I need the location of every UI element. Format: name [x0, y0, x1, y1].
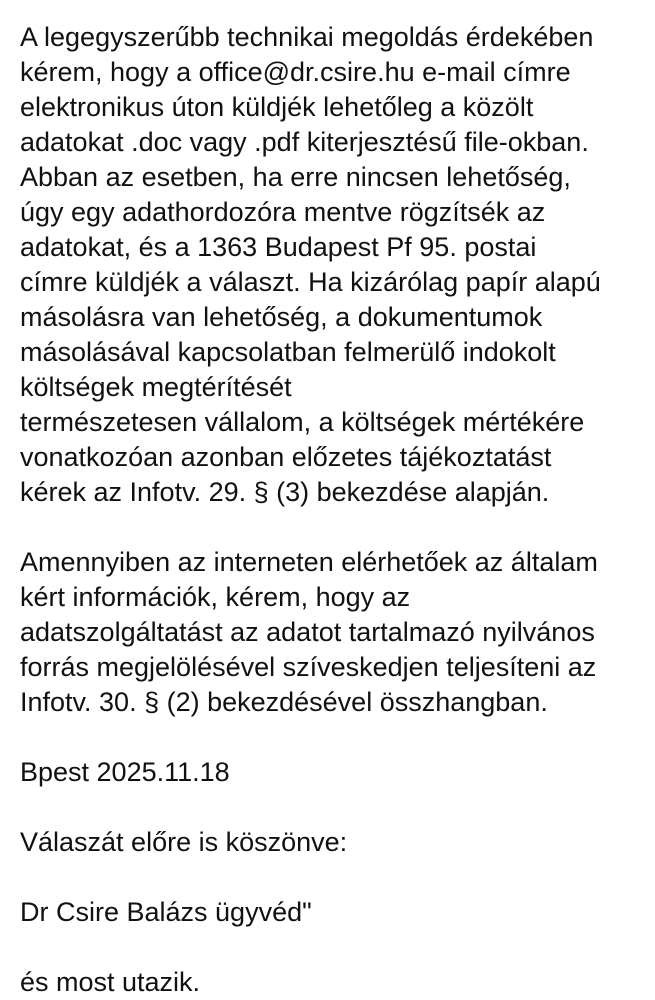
text-line: adatokat .doc vagy .pdf kiterjesztésű file-okban.: [20, 127, 589, 157]
signature-line: [20, 895, 650, 930]
document-text: [20, 20, 650, 1000]
date-text: Bpest 2025.11.18: [20, 757, 230, 787]
text-line: Amennyiben az interneten elérhetőek az általam: [20, 547, 598, 577]
paragraph-spacer: [20, 720, 650, 755]
text-line: kért információk, kérem, hogy az: [20, 582, 411, 612]
text-line: adatszolgáltatást az adatot tartalmazó nyilvános: [20, 617, 595, 647]
text-line: elektronikus úton küldjék lehetőleg a közölt: [20, 92, 534, 122]
text-line: természetesen vállalom, a költségek mértékére: [20, 407, 585, 437]
text-line: kérek az Infotv. 29. § (3) bekezdése alapján.: [20, 477, 550, 507]
text-line: másolásra van lehetőség, a dokumentumok: [20, 302, 543, 332]
text-line: forrás megjelölésével szíveskedjen teljesíteni az: [20, 652, 597, 682]
tail-line: [20, 965, 650, 1000]
paragraph-spacer: [20, 930, 650, 965]
text-line: másolásával kapcsolatban felmerülő indokolt: [20, 337, 556, 367]
text-line: Abban az esetben, ha erre nincsen lehetőség,: [20, 162, 571, 192]
text-line: vonatkozóan azonban előzetes tájékoztatást: [20, 442, 552, 472]
date-line: [20, 755, 650, 790]
paragraph-spacer: [20, 860, 650, 895]
paragraph-online-source: [20, 545, 650, 720]
text-line: A legegyszerűbb technikai megoldás érdekében: [20, 22, 594, 52]
paragraph-spacer: [20, 790, 650, 825]
closing-line: [20, 825, 650, 860]
paragraph-spacer: [20, 510, 650, 545]
tail-text: és most utazik.: [20, 967, 201, 997]
text-line: úgy egy adathordozóra mentve rögzítsék az: [20, 197, 546, 227]
text-line: adatokat, és a 1363 Budapest Pf 95. postai: [20, 232, 537, 262]
text-line: költségek megtérítését: [20, 372, 292, 402]
text-line: Infotv. 30. § (2) bekezdésével összhangban.: [20, 687, 548, 717]
paragraph-data-request: [20, 20, 650, 510]
signature-text: Dr Csire Balázs ügyvéd": [20, 897, 312, 927]
closing-text: Válaszát előre is köszönve:: [20, 827, 348, 857]
text-line: címre küldjék a választ. Ha kizárólag papír alapú: [20, 267, 601, 297]
text-line: kérem, hogy a office@dr.csire.hu e-mail címre: [20, 57, 571, 87]
